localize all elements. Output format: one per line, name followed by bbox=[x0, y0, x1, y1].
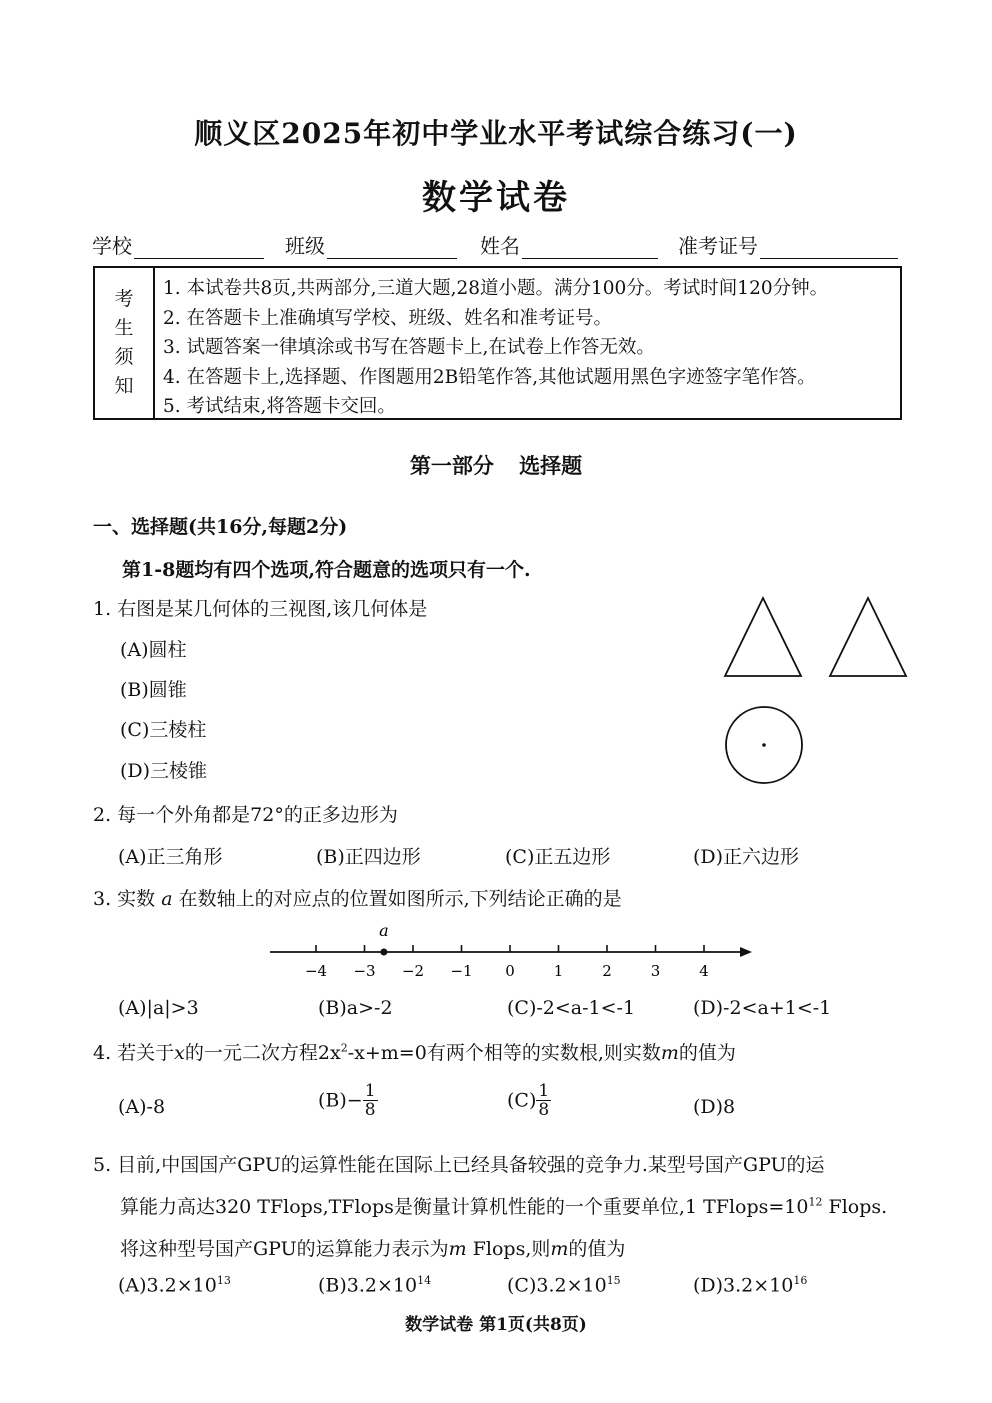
number-line bbox=[262, 918, 762, 988]
q5-option-d-exp: 16 bbox=[793, 1274, 808, 1287]
q4-option-c-prefix: (C) bbox=[507, 1089, 537, 1112]
name-field[interactable] bbox=[480, 230, 658, 259]
point-a-marker bbox=[380, 949, 387, 956]
q4-option-c-fraction bbox=[536, 1082, 551, 1119]
q3-option-d[interactable]: (D)-2<a+1<-1 bbox=[693, 997, 832, 1019]
q5-option-b-base: (B)3.2×10 bbox=[318, 1274, 418, 1297]
q3-option-b[interactable]: (B)a>-2 bbox=[318, 997, 393, 1019]
q4-option-d[interactable]: (D)8 bbox=[693, 1096, 736, 1118]
notice-label-char: 须 bbox=[114, 346, 134, 368]
notice-item: 2. 在答题卡上准确填写学校、班级、姓名和准考证号。 bbox=[163, 307, 613, 329]
section-intro: 第1-8题均有四个选项,符合题意的选项只有一个. bbox=[122, 559, 531, 581]
number-line-tick-label: 4 bbox=[699, 962, 709, 980]
q5-option-d[interactable] bbox=[693, 1274, 807, 1296]
section-title: 一、选择题(共16分,每题2分) bbox=[93, 516, 348, 538]
exam-id-field[interactable] bbox=[678, 230, 898, 259]
top-view-center-dot bbox=[762, 743, 766, 747]
side-view-triangle bbox=[830, 598, 906, 676]
q4-eq-exp: 2 bbox=[340, 1041, 348, 1055]
notice-label-char: 考 bbox=[114, 288, 134, 310]
q5-var-m: m bbox=[448, 1238, 467, 1260]
student-info-row bbox=[92, 230, 904, 260]
notice-label-char: 生 bbox=[114, 317, 134, 339]
q4-var-m: m bbox=[660, 1042, 679, 1064]
q5-var-m: m bbox=[550, 1238, 569, 1260]
number-line-tick-label: 3 bbox=[650, 962, 661, 980]
q1-option-c[interactable]: (C)三棱柱 bbox=[120, 719, 207, 741]
number-line-tick-label: −3 bbox=[353, 962, 376, 980]
number-line-tick-label: −4 bbox=[304, 962, 328, 980]
exam-notice-box bbox=[93, 266, 902, 420]
q4-option-c[interactable] bbox=[507, 1082, 551, 1119]
q5-line2-pre: 算能力高达320 TFlops,TFlops是衡量计算机性能的一个重要单位,1 TFlops=10 bbox=[120, 1196, 809, 1218]
number-line-tick-label: 0 bbox=[505, 962, 515, 980]
q5-option-b-exp: 14 bbox=[417, 1274, 432, 1287]
q4-text-post: 的值为 bbox=[678, 1042, 736, 1064]
q5-option-a-exp: 13 bbox=[216, 1274, 231, 1287]
question-1-text: 1. 右图是某几何体的三视图,该几何体是 bbox=[93, 598, 428, 620]
exam-id-label: 准考证号 bbox=[678, 234, 758, 258]
class-field[interactable] bbox=[285, 230, 457, 259]
class-label: 班级 bbox=[285, 234, 325, 258]
q5-line3-pre: 将这种型号国产GPU的运算能力表示为 bbox=[120, 1238, 449, 1260]
number-line-tick-label: 2 bbox=[602, 962, 612, 980]
page-footer: 数学试卷 第1页(共8页) bbox=[405, 1315, 587, 1335]
notice-item: 5. 考试结束,将答题卡交回。 bbox=[163, 396, 396, 417]
q2-option-a[interactable]: (A)正三角形 bbox=[118, 846, 223, 868]
number-line-tick-label: 1 bbox=[553, 962, 564, 980]
q3-text-post: 在数轴上的对应点的位置如图所示,下列结论正确的是 bbox=[178, 888, 622, 910]
q2-option-d[interactable]: (D)正六边形 bbox=[693, 846, 800, 868]
notice-label-char: 知 bbox=[114, 375, 134, 397]
question-5-line-3 bbox=[120, 1234, 625, 1261]
school-blank[interactable] bbox=[134, 234, 264, 259]
number-line-arrow bbox=[740, 947, 752, 957]
point-a-label: a bbox=[379, 921, 389, 940]
fraction-denominator: 8 bbox=[538, 1100, 550, 1120]
notice-item: 3. 试题答案一律填涂或书写在答题卡上,在试卷上作答无效。 bbox=[163, 337, 655, 358]
question-2-text: 2. 每一个外角都是72°的正多边形为 bbox=[93, 804, 398, 826]
number-line-tick-label: −1 bbox=[450, 962, 473, 980]
q5-line3-mid: Flops,则 bbox=[466, 1238, 551, 1260]
notice-list bbox=[163, 274, 894, 422]
q4-text-pre: 4. 若关于 bbox=[93, 1042, 175, 1064]
q1-option-b[interactable]: (B)圆锥 bbox=[120, 679, 187, 701]
name-blank[interactable] bbox=[522, 234, 658, 259]
q5-option-c-exp: 15 bbox=[606, 1274, 621, 1287]
q1-option-a[interactable]: (A)圆柱 bbox=[120, 639, 187, 661]
notice-item: 1. 本试卷共8页,共两部分,三道大题,28道小题。满分100分。考试时间120分钟。 bbox=[163, 278, 829, 299]
page-title: 顺义区2025年初中学业水平考试综合练习(一) bbox=[194, 117, 798, 150]
fraction-numerator: 1 bbox=[364, 1081, 376, 1101]
q5-option-c-base: (C)3.2×10 bbox=[507, 1274, 607, 1297]
q4-var-x: x bbox=[174, 1042, 185, 1064]
q4-text-mid: 的一元二次方程 bbox=[184, 1042, 318, 1064]
question-5-line-2 bbox=[120, 1192, 887, 1219]
q1-option-d[interactable]: (D)三棱锥 bbox=[120, 760, 208, 782]
q2-option-b[interactable]: (B)正四边形 bbox=[316, 846, 421, 868]
q4-option-b-fraction bbox=[363, 1082, 378, 1119]
question-3-text bbox=[93, 884, 622, 911]
page-subtitle: 数学试卷 bbox=[422, 178, 570, 218]
q2-option-c[interactable]: (C)正五边形 bbox=[505, 846, 611, 868]
class-blank[interactable] bbox=[327, 234, 457, 259]
q5-option-d-base: (D)3.2×10 bbox=[693, 1274, 794, 1297]
exam-id-blank[interactable] bbox=[760, 234, 898, 259]
q5-option-a[interactable] bbox=[118, 1274, 231, 1296]
q4-eq-a: 2x bbox=[317, 1042, 341, 1064]
notice-label bbox=[95, 268, 155, 418]
q3-variable: a bbox=[161, 888, 173, 910]
q5-line2-post: Flops. bbox=[822, 1196, 888, 1218]
q4-option-a[interactable]: (A)-8 bbox=[118, 1096, 166, 1118]
q5-option-c[interactable] bbox=[507, 1274, 621, 1296]
fraction-denominator: 8 bbox=[364, 1100, 376, 1120]
question-5-line-1: 5. 目前,中国国产GPU的运算性能在国际上已经具备较强的竞争力.某型号国产GPU的运 bbox=[93, 1154, 825, 1176]
school-label: 学校 bbox=[92, 234, 132, 258]
q5-line3-post: 的值为 bbox=[568, 1238, 626, 1260]
q3-text-pre: 3. 实数 bbox=[93, 888, 156, 910]
front-view-triangle bbox=[725, 598, 801, 676]
three-view-diagram bbox=[718, 590, 918, 790]
q5-option-a-base: (A)3.2×10 bbox=[118, 1274, 217, 1297]
part-heading: 第一部分 选择题 bbox=[409, 453, 583, 478]
q5-line2-exp: 12 bbox=[808, 1195, 823, 1209]
question-4-text bbox=[93, 1038, 736, 1065]
q3-option-c[interactable]: (C)-2<a-1<-1 bbox=[507, 997, 636, 1019]
q4-text-mid2: 有两个相等的实数根,则实数 bbox=[426, 1042, 661, 1064]
fraction-numerator: 1 bbox=[538, 1081, 550, 1101]
school-field[interactable] bbox=[92, 230, 264, 259]
notice-item: 4. 在答题卡上,选择题、作图题用2B铅笔作答,其他试题用黑色字迹签字笔作答。 bbox=[163, 366, 816, 388]
q4-equation bbox=[318, 1042, 427, 1064]
q4-option-b-prefix: (B)− bbox=[318, 1089, 363, 1112]
number-line-tick-label: −2 bbox=[401, 962, 425, 980]
q4-option-b[interactable] bbox=[318, 1082, 378, 1119]
q4-eq-b: -x+m=0 bbox=[347, 1042, 427, 1064]
q3-option-a[interactable]: (A)|a|>3 bbox=[118, 997, 199, 1019]
name-label: 姓名 bbox=[480, 234, 520, 258]
q5-option-b[interactable] bbox=[318, 1274, 431, 1296]
